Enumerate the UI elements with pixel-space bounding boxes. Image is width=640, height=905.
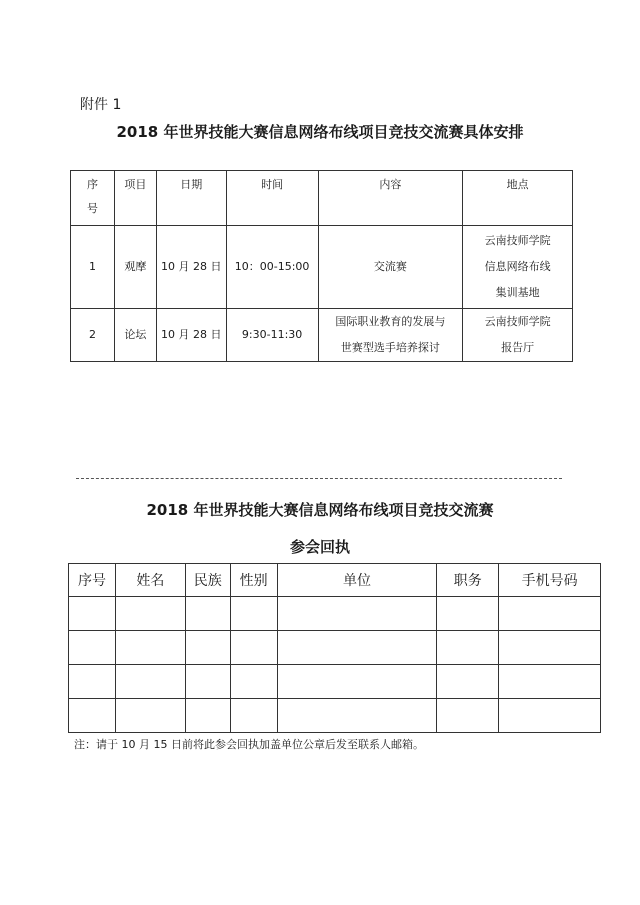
header-name: 姓名 — [115, 564, 185, 597]
blank-cell[interactable] — [69, 597, 116, 631]
blank-cell[interactable] — [185, 699, 230, 733]
attachment-label: 附件 1 — [80, 97, 122, 113]
blank-row — [69, 665, 601, 699]
header-item: 项目 — [114, 171, 156, 226]
cut-line-divider — [76, 478, 562, 479]
cell-no: 2 — [71, 309, 115, 362]
place-line: 集训基地 — [495, 286, 540, 299]
blank-cell[interactable] — [499, 699, 601, 733]
cell-item: 论坛 — [114, 309, 156, 362]
blank-cell[interactable] — [437, 665, 499, 699]
cell-place — [463, 226, 573, 309]
table-row — [71, 309, 573, 362]
place-line: 云南技师学院 — [484, 234, 551, 247]
place-line: 信息网络布线 — [484, 260, 551, 273]
cell-date: 10 月 28 日 — [156, 309, 226, 362]
cell-item: 观摩 — [114, 226, 156, 309]
blank-cell[interactable] — [230, 665, 277, 699]
blank-row — [69, 631, 601, 665]
header-seq-line: 号 — [86, 202, 98, 215]
blank-cell[interactable] — [277, 597, 437, 631]
table-row — [71, 226, 573, 309]
header-ethnicity: 民族 — [185, 564, 230, 597]
place-line: 云南技师学院 — [484, 315, 551, 328]
blank-cell[interactable] — [69, 631, 116, 665]
cell-time: 10：00-15:00 — [226, 226, 318, 309]
header-time: 时间 — [226, 171, 318, 226]
blank-cell[interactable] — [115, 597, 185, 631]
header-seq-line: 序 — [86, 178, 98, 191]
blank-cell[interactable] — [499, 597, 601, 631]
cell-time: 9:30-11:30 — [226, 309, 318, 362]
blank-cell[interactable] — [277, 699, 437, 733]
header-phone: 手机号码 — [499, 564, 601, 597]
blank-cell[interactable] — [277, 665, 437, 699]
receipt-header-row — [69, 564, 601, 597]
blank-cell[interactable] — [437, 597, 499, 631]
blank-cell[interactable] — [499, 665, 601, 699]
blank-cell[interactable] — [499, 631, 601, 665]
blank-row — [69, 699, 601, 733]
blank-cell[interactable] — [230, 631, 277, 665]
blank-cell[interactable] — [437, 699, 499, 733]
schedule-title: 2018 年世界技能大赛信息网络布线项目竞技交流赛具体安排 — [116, 123, 524, 141]
blank-cell[interactable] — [69, 665, 116, 699]
blank-cell[interactable] — [437, 631, 499, 665]
blank-cell[interactable] — [277, 631, 437, 665]
blank-cell[interactable] — [230, 699, 277, 733]
header-position: 职务 — [437, 564, 499, 597]
blank-cell[interactable] — [115, 631, 185, 665]
header-seq — [71, 171, 115, 226]
footnote: 注：请于 10 月 15 日前将此参会回执加盖单位公章后发至联系人邮箱。 — [74, 738, 424, 751]
header-date: 日期 — [156, 171, 226, 226]
blank-cell[interactable] — [230, 597, 277, 631]
cell-content: 交流赛 — [318, 226, 463, 309]
blank-cell[interactable] — [69, 699, 116, 733]
header-organization: 单位 — [277, 564, 437, 597]
content-line: 世赛型选手培养探讨 — [340, 341, 440, 354]
place-line: 报告厅 — [501, 341, 535, 354]
blank-cell[interactable] — [185, 665, 230, 699]
blank-cell[interactable] — [185, 597, 230, 631]
blank-cell[interactable] — [115, 699, 185, 733]
cell-no: 1 — [71, 226, 115, 309]
schedule-header-row — [71, 171, 573, 226]
blank-row — [69, 597, 601, 631]
blank-cell[interactable] — [115, 665, 185, 699]
schedule-table — [70, 170, 573, 362]
header-gender: 性别 — [230, 564, 277, 597]
receipt-title: 2018 年世界技能大赛信息网络布线项目竞技交流赛 — [146, 501, 494, 519]
cell-place — [463, 309, 573, 362]
receipt-form-table — [68, 563, 601, 733]
cell-content — [318, 309, 463, 362]
cell-date: 10 月 28 日 — [156, 226, 226, 309]
receipt-subtitle: 参会回执 — [289, 538, 350, 556]
header-place: 地点 — [463, 171, 573, 226]
content-line: 国际职业教育的发展与 — [335, 315, 446, 328]
header-content: 内容 — [318, 171, 463, 226]
header-seq: 序号 — [69, 564, 116, 597]
blank-cell[interactable] — [185, 631, 230, 665]
